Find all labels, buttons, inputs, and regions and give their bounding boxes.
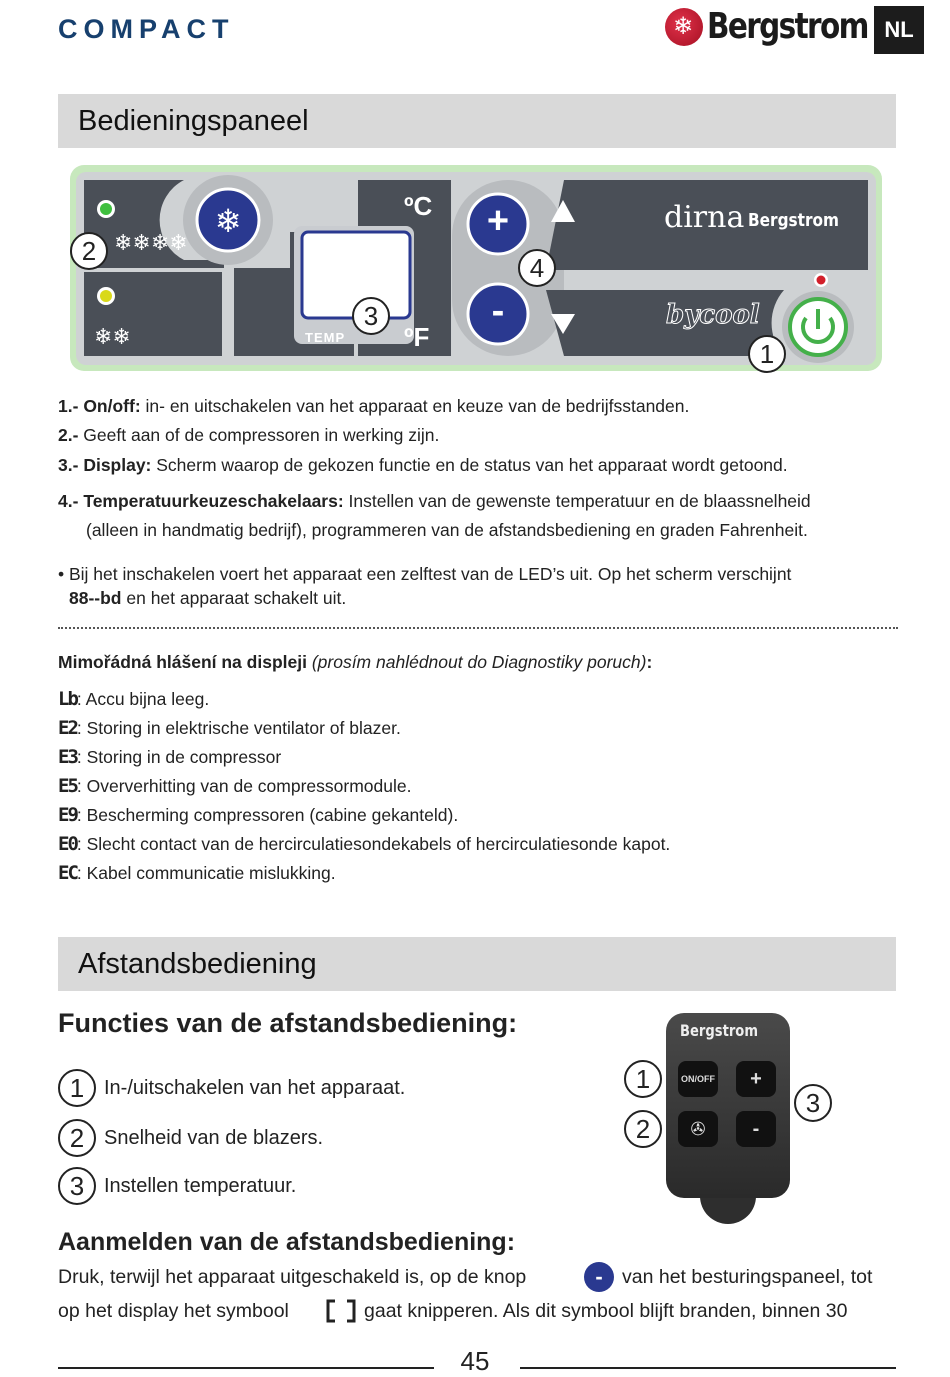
section-header-bedieningspaneel [58,94,896,148]
register-text-2b: gaat knipperen. Als dit symbool blijft branden, binnen 30 [364,1300,848,1322]
dotted-divider [58,627,898,629]
callout-1: 1 [748,335,786,373]
error-item: Lb : Accu bijna leeg. [58,688,210,710]
error-item: E0 : Slecht contact van de hercirculatiesondekabels of hercirculatiesonde kapot. [58,833,671,855]
function-item: 1 In-/uitschakelen van het apparaat. [58,1068,405,1108]
error-item: E5 : Oververhitting van de compressormodule. [58,775,412,797]
control-panel-graphic [76,172,876,365]
error-heading: Mimořádná hlášení na displeji (prosím nahlédnout do Diagnostiky poruch): [58,652,653,672]
remote-temp-plus-button[interactable]: + [736,1061,776,1097]
series-title: COMPACT [58,14,235,44]
led-yellow [100,290,112,302]
section-title: Afstandsbediening [78,948,317,980]
snowflake-row-low-icon: ❄❄ [94,325,131,350]
item-2: 2.- Geeft aan of de compressoren in werking zijn. [58,425,440,445]
section-header-afstandsbediening [58,937,896,991]
bergstrom-logo [665,6,903,47]
remote-brand: Bergstrom [680,1021,759,1040]
callout-3: 3 [352,297,390,335]
led-red [817,276,826,285]
remote-onoff-button[interactable]: ON/OFF [678,1061,718,1097]
page-number: 45 [460,1346,490,1376]
minus-button-icon: - [584,1262,614,1292]
svg-text:❄: ❄ [214,202,242,240]
fan-icon: ✇ [690,1118,706,1139]
register-text-2a: op het display het symbool [58,1300,289,1322]
remote-callout-1: 1 [624,1060,662,1098]
remote-fan-button[interactable] [678,1111,718,1147]
celsius-label: ºC [404,191,433,221]
error-item: E9 : Bescherming compressoren (cabine gekanteld). [58,804,459,826]
brand-bycool: bycool [666,300,760,330]
remote-callout-2: 2 [624,1110,662,1148]
snowflake-ball-icon [665,8,703,46]
plus-label: + [486,200,510,242]
callout-4: 4 [518,249,556,287]
remote-callout-3: 3 [794,1084,832,1122]
function-item: 2 Snelheid van de blazers. [58,1118,323,1158]
item-4: 4.- Temperatuurkeuzeschakelaars: Instellen van de gewenste temperatuur en de blaassnelheid [58,491,811,511]
item-4-cont: (alleen in handmatig bedrijf), programmeren van de afstandsbediening en graden Fahrenheit. [86,520,808,540]
language-badge: NL [874,6,924,54]
bracket-symbol-icon [325,1299,357,1323]
brand-dirna: dirna [664,200,745,235]
selftest-note-line1: • Bij het inschakelen voert het apparaat een zelftest van de LED’s uit. Op het scherm verschijnt [58,564,792,584]
selftest-note-line2: 88--bd en het apparaat schakelt uit. [69,588,347,608]
item-1: 1.- On/off: in- en uitschakelen van het apparaat en keuze van de bedrijfsstanden. [58,396,690,416]
remote-temp-minus-button[interactable]: - [736,1111,776,1147]
error-item: E3 : Storing in de compressor [58,746,282,768]
item-3: 3.- Display: Scherm waarop de gekozen functie en de status van het apparaat wordt getoond. [58,455,788,475]
snowflake-row-high-icon: ❄❄❄❄ [114,231,188,256]
fahrenheit-label: ºF [404,322,430,352]
register-title: Aanmelden van de afstandsbediening: [58,1228,516,1256]
led-green [100,203,112,215]
error-item: E2 : Storing in elektrische ventilator of blazer. [58,717,401,739]
function-item: 3 Instellen temperatuur. [58,1166,296,1206]
error-item: EC : Kabel communicatie mislukking. [58,862,336,884]
minus-label: - [491,290,505,332]
temp-label: TEMP [305,330,346,345]
brand-name: Bergstrom [707,6,868,47]
register-text-1b: van het besturingspaneel, tot [622,1266,873,1288]
remote-control [666,1013,790,1198]
register-text-1a: Druk, terwijl het apparaat uitgeschakeld is, op de knop [58,1266,527,1288]
brand-bergstrom-small: Bergstrom [748,210,839,231]
callout-2: 2 [70,232,108,270]
section-title: Bedieningspaneel [78,105,309,137]
functions-title: Functies van de afstandsbediening: [58,1008,518,1038]
